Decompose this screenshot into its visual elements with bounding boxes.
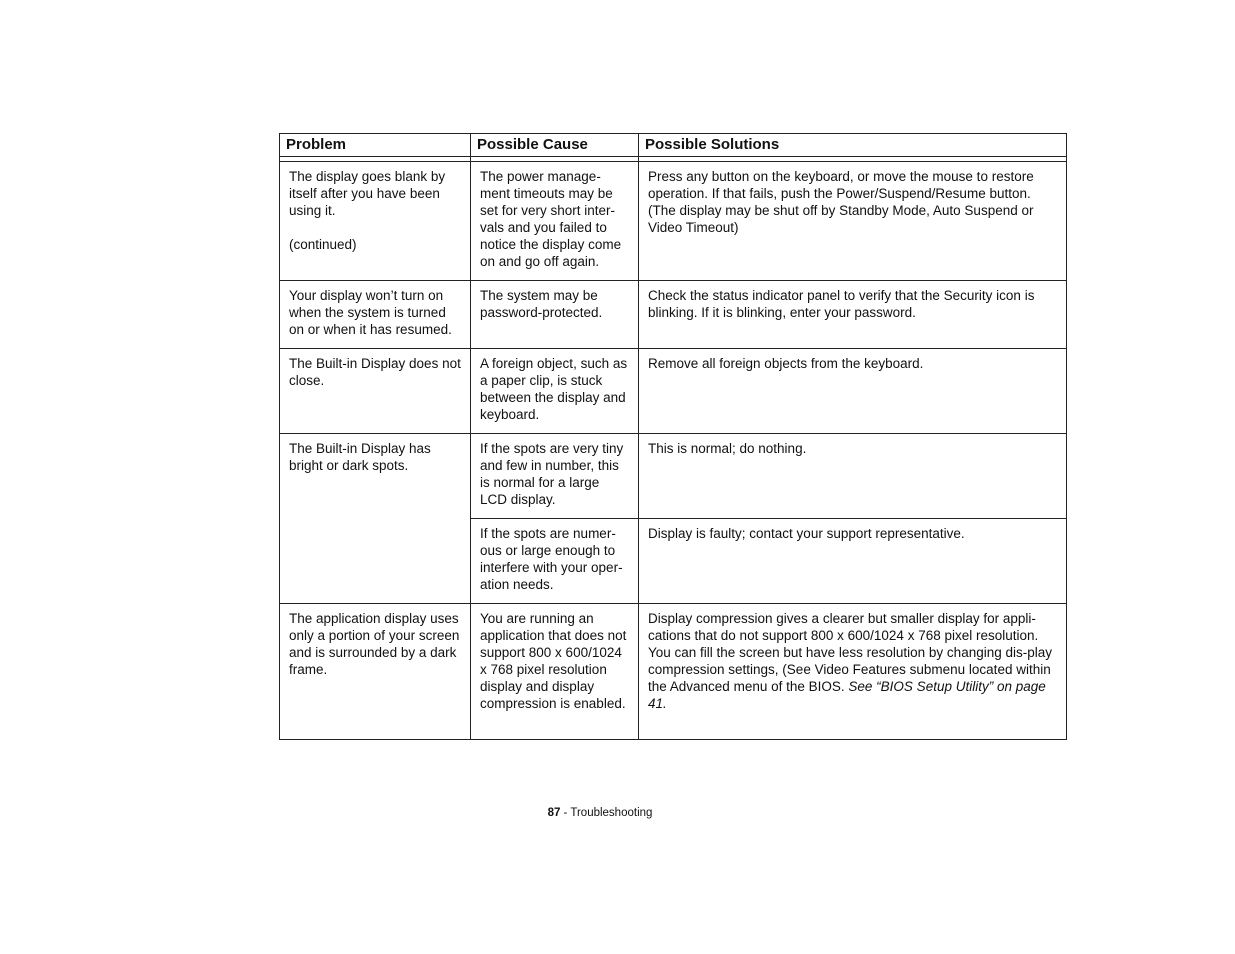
cause-cell: You are running an application that does not support 800 x 600/1024 x 768 pixel resolution display and display compression is enabled. [471, 604, 639, 740]
cause-cell: The power manage-ment timeouts may be set for very short inter-vals and you failed to notice the display come on and go off again. [471, 162, 639, 281]
section-name: - Troubleshooting [560, 807, 653, 819]
header-problem: Problem [280, 134, 471, 157]
table-row [280, 434, 1067, 519]
problem-cell: The Built-in Display has bright or dark spots. [280, 434, 471, 604]
problem-cell [280, 162, 471, 281]
problem-cell: Your display won’t turn on when the system is turned on or when it has resumed. [280, 281, 471, 349]
table-row [280, 604, 1067, 740]
solution-cell: Check the status indicator panel to verify that the Security icon is blinking. If it is blinking, enter your password. [639, 281, 1067, 349]
solution-text: Display compression gives a clearer but smaller display for appli-cations that do not support 800 x 600/1024 x 768 pixel resolution. You can fill the screen but have less resolution by changing dis-play compression settings, (See Video Features submenu located within the Advanced menu of the BIOS. [648, 611, 1052, 694]
solution-cell: Press any button on the keyboard, or move the mouse to restore operation. If that fails, push the Power/Suspend/Resume button. (The display may be shut off by Standby Mode, Auto Suspend or Video Timeout) [639, 162, 1067, 281]
troubleshooting-table [279, 133, 1067, 740]
cause-cell: A foreign object, such as a paper clip, is stuck between the display and keyboard. [471, 349, 639, 434]
table-row [280, 281, 1067, 349]
header-possible-cause: Possible Cause [471, 134, 639, 157]
table-row [280, 162, 1067, 281]
table-row [280, 349, 1067, 434]
bios-setup-reference-link[interactable]: See “BIOS Setup Utility” on page 41. [648, 679, 1046, 711]
solution-cell [639, 604, 1067, 740]
page-footer [0, 807, 1200, 819]
cause-cell: The system may be password-protected. [471, 281, 639, 349]
problem-cell: The Built-in Display does not close. [280, 349, 471, 434]
page-number: 87 [547, 807, 561, 819]
solution-cell: Remove all foreign objects from the keyboard. [639, 349, 1067, 434]
problem-text: The display goes blank by itself after you have been using it. [289, 169, 446, 218]
cause-cell: If the spots are numer-ous or large enough to interfere with your oper-ation needs. [471, 519, 639, 604]
solution-cell: This is normal; do nothing. [639, 434, 1067, 519]
problem-cell: The application display uses only a portion of your screen and is surrounded by a dark frame. [280, 604, 471, 740]
continued-note: (continued) [289, 237, 357, 252]
header-possible-solutions: Possible Solutions [639, 134, 1067, 157]
solution-cell: Display is faulty; contact your support representative. [639, 519, 1067, 604]
cause-cell: If the spots are very tiny and few in number, this is normal for a large LCD display. [471, 434, 639, 519]
table-header-row [280, 134, 1067, 157]
